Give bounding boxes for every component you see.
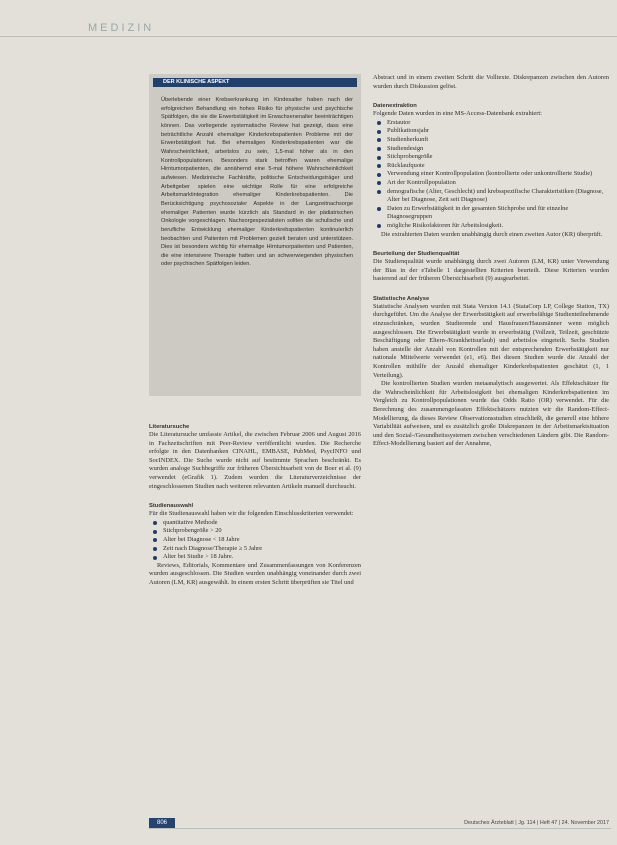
list-item: Stichprobengröße > 20 [149,527,361,536]
section-label: MEDIZIN [88,22,155,34]
paragraph-data-extraction: Folgende Daten wurden in eine MS-Access-Datenbank extrahiert: [373,110,542,118]
journal-citation: Deutsches Ärzteblatt | Jg. 114 | Heft 47 | 24. November 2017 [464,820,609,826]
list-item: demografische (Alter, Geschlecht) und krebsspezifische Charakteristiken (Diagnose, Alter bei Diagnose, Zeit seit Diagnose) [373,188,609,205]
list-item: mögliche Risikofaktoren für Arbeitslosigkeit. [373,222,609,231]
page-header [0,22,617,36]
list-item: Zeit nach Diagnose/Therapie ≥ 5 Jahre [149,545,361,554]
list-item: Alter bei Studie > 18 Jahre. [149,553,361,562]
list-item: quantitative Methode [149,519,361,528]
box-text: Überlebende einer Krebserkrankung im Kindesalter haben nach der erfolgreichen Behandlung ein hohes Risiko für physische und psychische Spätfolgen, die sie die Erwerbstätigkeit im Erwachsenenalter beeinträchtigen können. Das vorliegende systematische Review hat gezeigt, dass eine beträchtliche Anzahl ehemaliger Kinderkrebspatienten Probleme mit der Erwerbstätigkeit hat. Bei ehemaligen Kinderkrebspatienten war die Wahrscheinlichkeit, arbeitslos zu sein, 1,5-mal höher als in den Kontrollpopulationen. Besonders stark betroffen waren ehemalige Hirntumorpatienten, die annähernd eine 5-mal höhere Wahrscheinlichkeit aufwiesen. Medizinische Fachkräfte, politische Entscheidungsträger und Arbeitgeber spielen eine wichtige Rolle für eine erfolgreiche Arbeitsmarktintegration ehemaliger Kinderkrebspatienten. Die Berücksichtigung psychosozialer Aspekte in der Langzeitnachsorge ehemaliger Patienten wurde kürzlich als Standard in der pädiatrischen Onkologie vorgeschlagen. Nachsorgespezialisten sollten die schulische und berufliche Entwicklung ehemaliger Kinderkrebspatienten kontinuierlich beobachten und Patienten mit Problemen gezielt beraten und unterstützen. Dies ist besonders wichtig für ehemalige Hirntumorpatienten und Patienten, die eine intensivere Therapie hatten und an schwerwiegenden physischen oder psychischen Spätfolgen leiden. [161,97,353,268]
box-title: DER KLINISCHE ASPEKT [153,78,357,87]
paragraph-statistical-analysis: Statistische Analysen wurden mit Stata Version 14.1 (StataCorp LP, College Station, TX) durchgeführt. Um die Analyse der Erwerbstätigkeit auf erwerbsfähige Studienteilnehmende einzuschränken, wurden Studierende und Hausfrauen/Hausmänner wenn möglich ausgeschlossen. Die Erwerbstätigkeit wurde in erwerbstätig (Vollzeit, Teilzeit, geschützte Beschäftigung oder Eltern-/Krankheitsurlaub) und arbeitslos eingeteilt. Sechs Studien haben anstelle der Anzahl von Kontrollen mit der entsprechenden Erwerbstätigkeit nur nationale Mittelwerte verwendet (e1, e6). Bei diesen Studien wurde die Anzahl der Kontrollen mithilfe der Anzahl ehemaliger Kinderkrebspatienten geschätzt (1, 1 Verteilung). [373,302,609,379]
heading-data-extraction: Datenextraktion [373,103,417,110]
paragraph-meta-analysis: Die kontrollierten Studien wurden metaanalytisch ausgewertet. Als Effektschätzer für die Wahrscheinlichkeit für Arbeitslosigkeit bei ehemaligen Kinderkrebspatienten im Vergleich zu Kontrollpopulationen wurde das Odds Ratio (OR) verwendet. Für die Berechnung des zusammengefassten Effektschätzers nutzten wir die Random-Effect-Modellierung, da dieses Review Observationsstudien einschließt, die generell eine höhere Variabilität aufweisen, und es zusätzlich große Diskrepanzen in der Arbeitsmarktsituation und den Sozial-/Gesundheitssystemen zwischen verschiedenen Ländern gibt. Die Random-Effect-Modellierung basiert auf der Annahme, [373,380,609,448]
header-rule [0,36,617,37]
page-number: 806 [149,818,175,828]
right-column [373,74,609,449]
list-item: Daten zu Erwerbstätigkeit in der gesamten Stichprobe und für einzelne Diagnosegruppen [373,205,609,222]
footer-rule [149,828,611,829]
list-item: Studiendesign [373,145,609,154]
heading-quality-assessment: Beurteilung der Studienqualität [373,251,460,258]
list-item: Art der Kontrollpopulation [373,179,609,188]
paragraph-quality-assessment: Die Studienqualität wurde unabhängig durch zwei Autoren (LM, KR) unter Verwendung der Bias in der eTabelle 1 dargestellten Kriterien beurteilt. Diese Kriterien wurden basierend auf der früheren Übersichtsarbeit (9) ausgearbeitet. [373,258,609,283]
extracted-data-list [373,119,609,231]
list-item: Rücklaufquote [373,162,609,171]
list-item: Stichprobengröße [373,153,609,162]
paragraph-exclusions: Reviews, Editorials, Kommentare und Zusammenfassungen von Konferenzen wurden ausgeschlossen. Die Studien wurden unabhängig voneinander durch zwei Autoren (LM, KR) ausgewählt. In einem ersten Schritt überprüften sie Titel und [149,561,361,586]
left-column [149,423,361,588]
heading-study-selection: Studienauswahl [149,503,194,510]
list-item: Publikationsjahr [373,127,609,136]
clinical-aspect-box [149,74,361,396]
paragraph-study-selection: Für die Studienauswahl haben wir die folgenden Einschlusskriterien verwendet: [149,510,354,518]
list-item: Verwendung einer Kontrollpopulation (kontrollierte oder unkontrollierte Studie) [373,170,609,179]
list-item: Erstautor [373,119,609,128]
paragraph-abstract-check: Abstract und in einem zweiten Schritt die Volltexte. Diskrepanzen zwischen den Autoren wurden durch Diskussion gelöst. [373,74,609,90]
inclusion-criteria-list [149,519,361,562]
paragraph-literature-search: Die Literatursuche umfasste Artikel, die zwischen Februar 2006 und August 2016 in Fachzeitschriften mit Peer-Review veröffentlicht wurden. Die Recherche erfolgte in den Datenbanken CINAHL, EMBASE, PubMed, PsycINFO und SocINDEX. Die Suche wurde nicht auf bestimmte Sprachen beschränkt. Es wurden analoge Suchbegriffe zur früheren Übersichtsarbeit von de Boer et al. (9) verwendet (eGrafik 1). Zudem wurden die Literaturverzeichnisse der eingeschlossenen Studien nach weiteren relevanten Artikeln manuell durchsucht. [149,431,361,490]
page-footer [0,818,617,830]
list-item: Alter bei Diagnose < 18 Jahre [149,536,361,545]
heading-statistical-analysis: Statistische Analyse [373,295,430,302]
paragraph-verification: Die extrahierten Daten wurden unabhängig durch einen zweiten Autor (KR) überprüft. [381,230,603,238]
list-item: Studienherkunft [373,136,609,145]
heading-literature-search: Literatursuche [149,424,190,430]
